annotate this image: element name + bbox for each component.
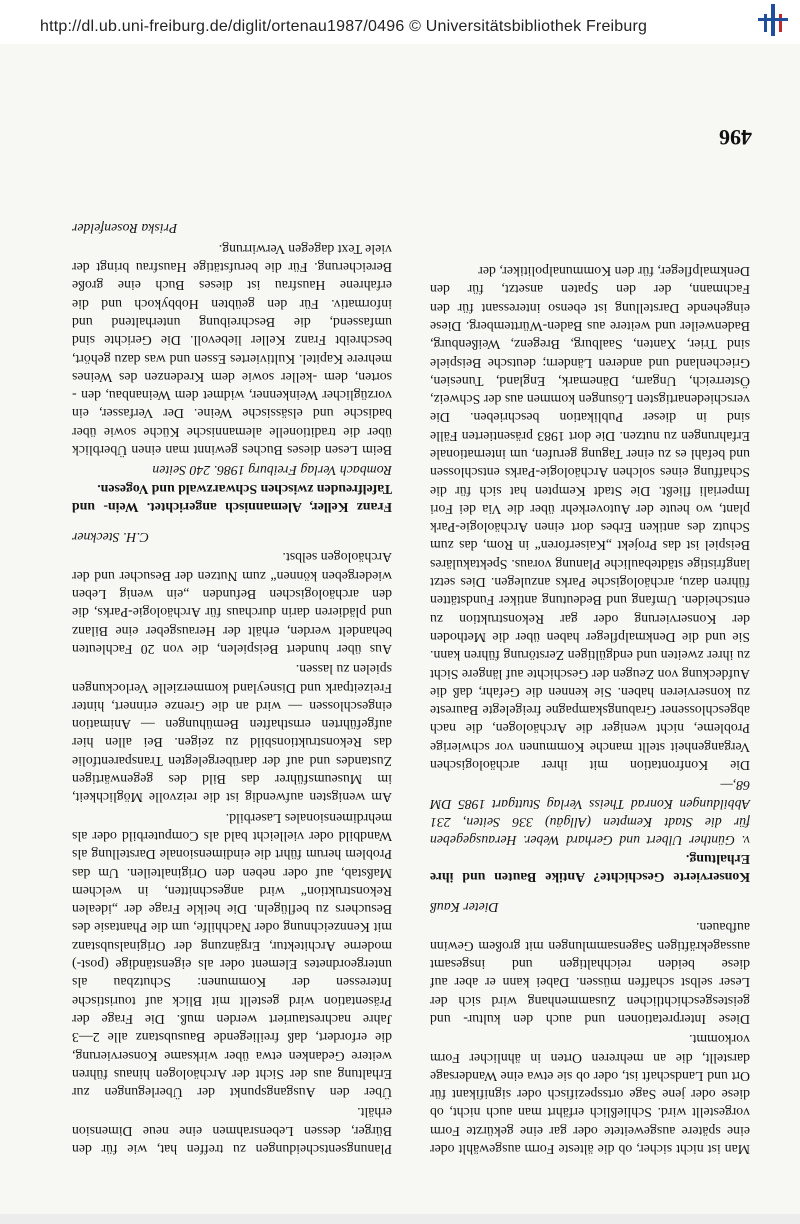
body-paragraph: Beim Lesen dieses Buches gewinnt man einen Überblick über die traditionelle alemannische Küche sowie über badische und elsässische Weine. Der Verfasser, ein vorzüglicher Weinkenner, widmet dem Weinanbau, den -sorten, dem -keller sowie dem Kredenzen des Weines mehrere Kapitel. Kultiviertes Essen und was dazu gehört, beschreibt Franz Keller liebevoll. Die Gerichte sind umfassend, die Beschreibung unterhaltend und informativ. Für den geübten Hobbykoch und die erfahrene Hausfrau ist dieses Buch eine große Bereicherung. Für die berufstätige Hausfrau bringt der viele Text dagegen Verwirrung.: [72, 241, 392, 459]
right-column: [72, 207, 392, 1158]
body-paragraph: Planungsentscheidungen zu treffen hat, wie für den Bürger, dessen Lebensrahmen eine neue Dimension erhält.: [72, 1105, 392, 1157]
review-signature: Priska Rosenfelder: [72, 221, 178, 237]
body-paragraph: Die Konfrontation mit ihrer archäologischen Vergangenheit stellt manche Kommunen vor schwierige Probleme, nicht weniger die Archäologen, die nach abgeschlossener Grabungskampagne freigelegte Baureste zu konservieren haben. Sie kennen die Gefahr, daß die Aufdeckung von Zeugen der Geschichte auf längere Sicht zu ihrer zweiten und endgültigen Zerstörung führen kann. Sie und die Denkmalpfleger haben über die Methoden der Konservierung oder gar Rekonstruktion zu entscheiden. Umfang und Bedeutung antiker Fundstätten führen dazu, archäologische Parks anzulegen. Dies setzt langfristige städtebauliche Planung voraus. Spektakuläres Beispiel ist das Projekt „Kaiserforen“ in Rom, das zum Schutz des antiken Erbes dort einen Archäologie-Park plant, wo heute der Autoverkehr über die Via dei Fori Imperiali fließt. Die Stadt Kempten hat sich für die Schaffung eines solchen Archäologie-Parks entschlossen und befahl es zu einer Tagung gerufen, um internationale Erfahrungen zu nutzen. Die dort 1983 präsentierten Fälle sind in dieser Publikation beschrieben. Die verschiedenartigsten Lösungen kommen aus der Schweiz, Österreich, Ungarn, Dänemark, England, Tunesien, Griechenland und anderen Ländern; deutsche Beispiele sind Trier, Xanten, Saalburg, Bregenz, Weißenburg, Badenweiler und weitere aus Baden-Württemberg. Diese eingehende Darstellung ist ebenso interessant für den Fachmann, der den Spaten ansetzt, für den Denkmalpfleger, für den Kommunalpolitiker, der: [430, 264, 750, 774]
review-signature: C.H. Steckner: [72, 530, 150, 546]
body-paragraph: Am wenigsten aufwendig ist die reizvolle Möglichkeit, im Museumsführer das Bild des gegenwärtigen Zustandes und auf der darübergelegten Transparentfolie das Rekonstruktionsbild zu zeigen. Bei allen hier aufgeführten ernsthaften Bemühungen — Animation eingeschlossen — wird an die Grenze erinnert, hinter Freizeitpark und Disneyland kommerzielle Verlockungen spielen zu lassen.: [72, 662, 392, 806]
left-column: [430, 260, 750, 1158]
university-logo-icon: [758, 4, 788, 36]
page-number: 496: [719, 125, 752, 150]
review-publication-info: v. Günther Ulbert und Gerhard Weber. Herausgegeben für die Stadt Kempten (Allgäu) 336 Seiten, 231 Abbildungen Konrad Theiss Verlag Stuttgart 1985 DM 68,—: [430, 778, 750, 849]
review-publication-info: Rombach Verlag Freiburg 1986. 240 Seiten: [152, 463, 392, 479]
page-url[interactable]: [40, 18, 647, 36]
scanned-page: [0, 44, 800, 1214]
page-content-rotated: [0, 44, 800, 1214]
body-paragraph: Diese Interpretationen und auch den kultur- und geistesgeschichtlichen Zusammenhang wird sich der Leser selbst schaffen müssen. Dabei kann er aber auf diese beiden reichhaltigen und insgesamt aussagekräftigen Sagensammlungen mit großem Gewinn aufbauen.: [430, 920, 750, 1027]
copyright-text: © Universitätsbibliothek Freiburg: [409, 18, 648, 35]
viewer-header: [0, 0, 800, 44]
body-paragraph: Über den Ausgangspunkt der Überlegungen zur Erhaltung aus der Sicht der Archäologen hinaus führen weitere Gedanken etwa über wirksame Konservierung, die erfordert, daß freiliegende Bausubstanz alle 2—3 Jahre nachrestauriert werden muß. Die Frage der Präsentation wird gestellt mit Blick auf touristische Interessen der Kommunen: Schutzbau als untergeordnetes Element oder als eigenständige (post-) moderne Architektur, Ergänzung der Originalsubstanz mit Kennzeichnung oder Nachhilfe, um die Phantasie des Besuchers zu beflügeln. Die heikle Frage der „idealen Rekonstruktion“ wird angeschnitten, in welchem Maßstab, auf oder neben den Originalteilen. Um das Problem herum führt die eindimensionale Darstellung als Wandbild oder vielleicht bald als Computerbild oder als mehrdimensionales Laserbild.: [72, 810, 392, 1101]
body-paragraph: Aus über hundert Beispielen, die von 20 Fachleuten behandelt werden, erhält der Herausgeber eine Bilanz und plädieren darin durchaus für Archäologie-Parks, die den archäologischen Befunden „ein wenig Leben wiedergeben können“ zum Nutzen der Besucher und der Archäologen selbst.: [72, 550, 392, 657]
review-signature: Dieter Kauß: [430, 900, 499, 916]
viewer-footer: [0, 1214, 800, 1224]
review-title: Konservierte Geschichte? Antike Bauten und ihre Erhaltung.: [430, 851, 750, 885]
review-title: Franz Keller, Alemannisch angerichtet. Wein- und Tafelfreuden zwischen Schwarzwald und Vogesen.: [72, 481, 392, 515]
body-paragraph: Man ist nicht sicher, ob die älteste Form ausgewählt oder eine spätere ausgeweitete oder gar eine gekürzte Form vorgestellt wird. Schließlich erfährt man auch nicht, ob diese oder jene Sage ortsspezifisch oder signifikant für Ort und Landschaft ist, oder ob sie etwa eine Wandersage darstellt, die an mehreren Orten in ähnlicher Form vorkommt.: [430, 1032, 750, 1157]
url-text[interactable]: http://dl.ub.uni-freiburg.de/diglit/ortenau1987/0496: [40, 18, 405, 35]
